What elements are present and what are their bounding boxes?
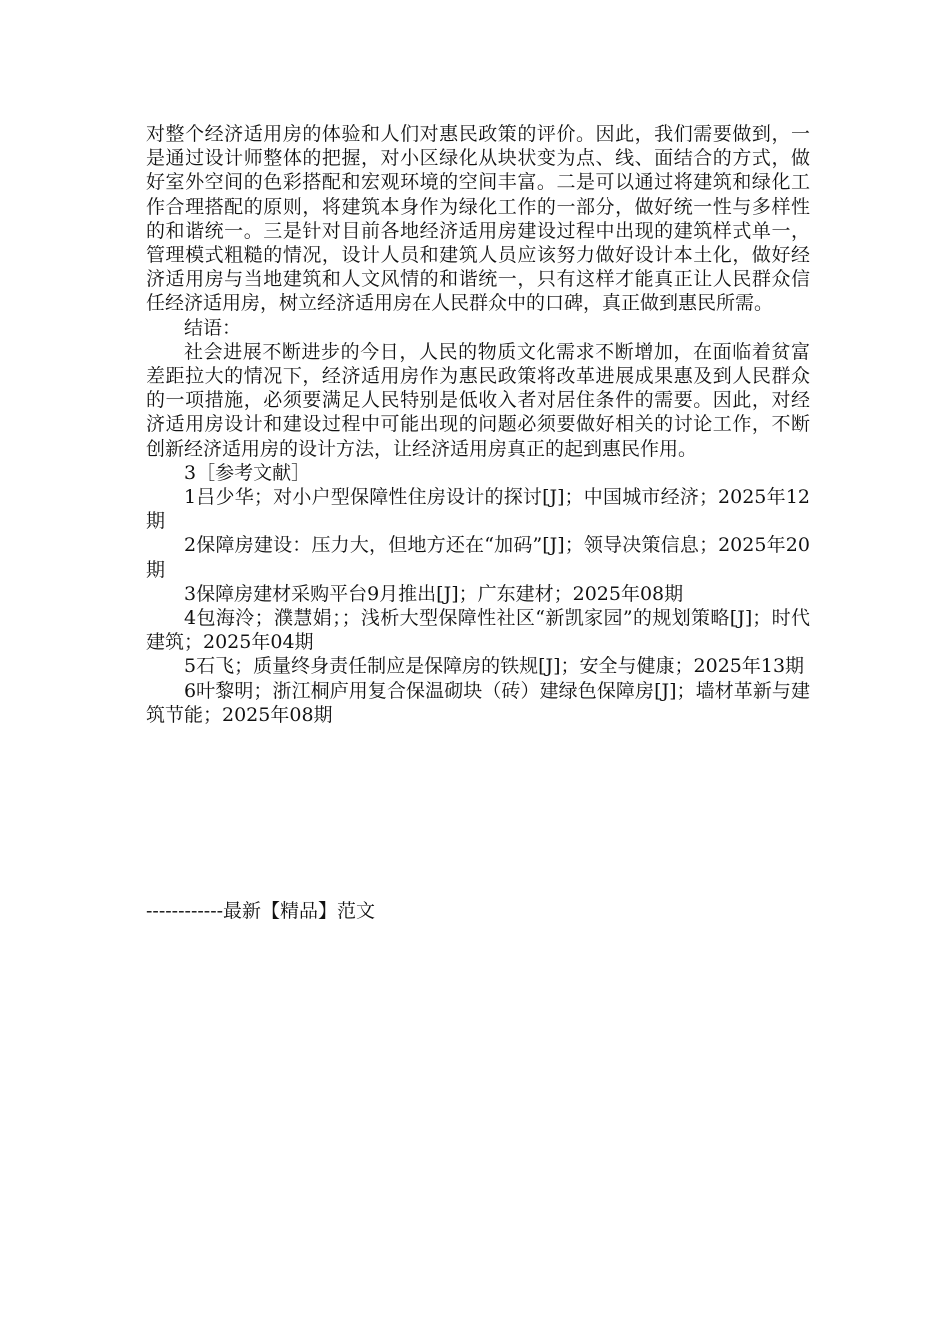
reference-item: 5石飞；质量终身责任制应是保障房的铁规[J]；安全与健康；2025年13期 — [184, 655, 805, 678]
reference-item: 6叶黎明；浙江桐庐用复合保温砌块（砖）建绿色保障房[J]；墙材革新与建筑节能；2025年08期 — [146, 679, 810, 726]
reference-item: 1吕少华；对小户型保障性住房设计的探讨[J]；中国城市经济；2025年12期 — [146, 486, 810, 533]
conclusion-heading: 结语： — [184, 316, 242, 339]
reference-item: 2保障房建设：压力大，但地方还在“加码”[J]；领导决策信息；2025年20期 — [146, 534, 810, 581]
conclusion-paragraph: 社会进展不断进步的今日，人民的物质文化需求不断增加，在面临着贫富差距拉大的情况下，经济适用房作为惠民政策将改革进展成果惠及到人民群众的一项措施，必须要满足人民特别是低收入者对居住条件的需要。因此，对经济适用房设计和建设过程中可能出现的问题必须要做好相关的讨论工作，不断创新经济适用房的设计方法，让经济适用房真正的起到惠民作用。 — [146, 340, 810, 460]
footer-banner: ------------最新【精品】范文 — [146, 900, 376, 922]
reference-item: 3保障房建材采购平台9月推出[J]；广东建材；2025年08期 — [184, 582, 684, 605]
document-body — [146, 122, 810, 727]
reference-list — [146, 485, 810, 727]
references-heading: 3［参考文献］ — [184, 461, 311, 484]
reference-item: 4包海泠；濮慧娟；；浅析大型保障性社区“新凯家园”的规划策略[J]；时代建筑；2025年04期 — [146, 607, 810, 654]
body-paragraph: 对整个经济适用房的体验和人们对惠民政策的评价。因此，我们需要做到，一是通过设计师整体的把握，对小区绿化从块状变为点、线、面结合的方式，做好室外空间的色彩搭配和宏观环境的空间丰富。二是可以通过将建筑和绿化工作合理搭配的原则，将建筑本身作为绿化工作的一部分，做好统一性与多样性的和谐统一。三是针对目前各地经济适用房建设过程中出现的建筑样式单一，管理模式粗糙的情况，设计人员和建筑人员应该努力做好设计本土化，做好经济适用房与当地建筑和人文风情的和谐统一，只有这样才能真正让人民群众信任经济适用房，树立经济适用房在人民群众中的口碑，真正做到惠民所需。 — [146, 123, 810, 315]
